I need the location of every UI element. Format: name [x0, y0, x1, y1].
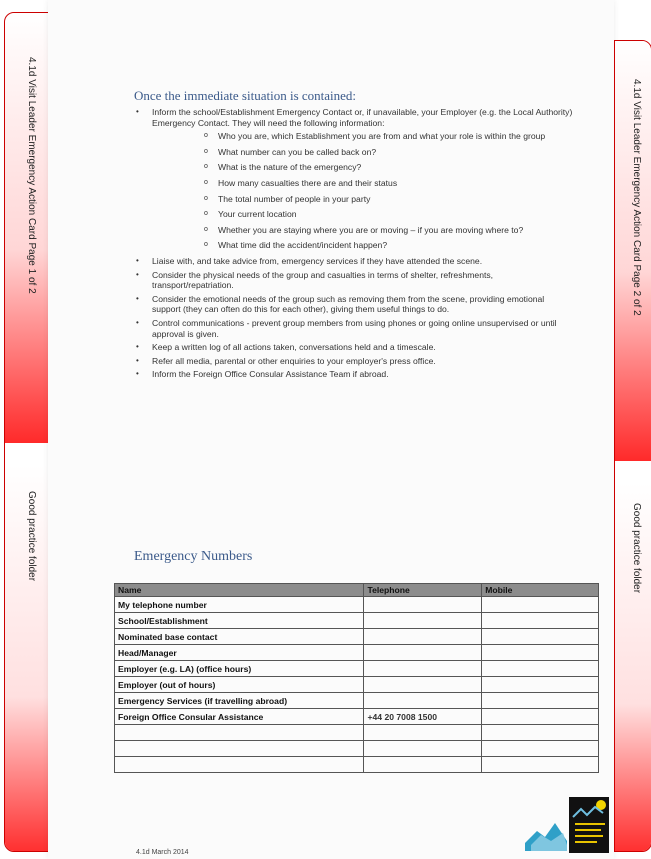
table-cell[interactable] — [364, 629, 482, 645]
table-cell[interactable] — [482, 661, 599, 677]
table-cell[interactable] — [364, 741, 482, 757]
table-cell: Employer (e.g. LA) (office hours) — [115, 661, 364, 677]
list-item: • Inform the Foreign Office Consular Assistance Team if abroad. — [134, 369, 574, 380]
table-cell[interactable] — [482, 725, 599, 741]
logo-text-line — [575, 835, 603, 837]
list-item-text: Inform the school/Establishment Emergency Contact or, if unavailable, your Employer (e.g. the Local Authority) Emergency Contact. They will need the following information: — [152, 107, 573, 128]
sub-list-item: o What time did the accident/incident happen? — [204, 240, 574, 251]
action-list — [134, 107, 574, 383]
sub-list-item: o What number can you be called back on? — [204, 147, 574, 158]
sub-list-item: o Who you are, which Establishment you are from and what your role is within the group — [204, 131, 574, 142]
section-heading-contained: Once the immediate situation is contained: — [134, 88, 357, 103]
left-tab-gap — [5, 443, 49, 465]
table-cell[interactable] — [115, 725, 364, 741]
table-row — [115, 597, 599, 613]
logo-text-line — [575, 829, 601, 831]
table-cell: Employer (out of hours) — [115, 677, 364, 693]
left-tab-title: 4.1d Visit Leader Emergency Action Card Page 1 of 2 — [26, 57, 37, 294]
table-cell: Nominated base contact — [115, 629, 364, 645]
table-cell[interactable] — [364, 597, 482, 613]
table-row — [115, 725, 599, 741]
right-tab-folder-label: Good practice folder — [631, 503, 642, 594]
sub-list-item: o Whether you are staying where you are or moving – if you are moving where to? — [204, 225, 574, 236]
table-cell[interactable] — [364, 725, 482, 741]
table-cell: Emergency Services (if travelling abroad) — [115, 693, 364, 709]
table-cell[interactable] — [364, 613, 482, 629]
right-tab-gap — [615, 461, 651, 483]
table-cell[interactable] — [482, 645, 599, 661]
table-cell[interactable] — [482, 677, 599, 693]
table-cell[interactable] — [364, 661, 482, 677]
column-header-telephone: Telephone — [364, 584, 482, 597]
info-sublist — [152, 131, 574, 251]
table-cell[interactable] — [115, 741, 364, 757]
table-cell[interactable] — [482, 693, 599, 709]
table-cell[interactable] — [482, 757, 599, 773]
table-cell: Foreign Office Consular Assistance — [115, 709, 364, 725]
table-cell[interactable] — [364, 757, 482, 773]
table-cell[interactable] — [482, 597, 599, 613]
table-row — [115, 741, 599, 757]
table-cell[interactable] — [482, 741, 599, 757]
section-heading-emergency-numbers: Emergency Numbers — [134, 549, 253, 564]
footer-date: 4.1d March 2014 — [136, 849, 189, 856]
table-row — [115, 757, 599, 773]
table-row — [115, 709, 599, 725]
table-row — [115, 693, 599, 709]
logo-text-line — [575, 841, 597, 843]
list-item: • Consider the physical needs of the group and casualties in terms of shelter, refreshments, transport/repatriation. — [134, 270, 574, 291]
table-row — [115, 645, 599, 661]
sub-list-item: o Your current location — [204, 209, 574, 220]
table-row — [115, 677, 599, 693]
list-item: • Control communications - prevent group members from using phones or going online unsupervised or until approval is given. — [134, 318, 574, 339]
list-item: • Liaise with, and take advice from, emergency services if they have attended the scene. — [134, 256, 574, 267]
left-divider-tab — [4, 12, 50, 852]
table-cell: School/Establishment — [115, 613, 364, 629]
sub-list-item: o The total number of people in your party — [204, 194, 574, 205]
table-cell: +44 20 7008 1500 — [364, 709, 482, 725]
table-cell[interactable] — [364, 645, 482, 661]
table-cell: My telephone number — [115, 597, 364, 613]
column-header-name: Name — [115, 584, 364, 597]
left-tab-folder-label: Good practice folder — [26, 491, 37, 582]
sub-list-item: o What is the nature of the emergency? — [204, 162, 574, 173]
list-item — [134, 107, 574, 251]
table-row — [115, 629, 599, 645]
table-cell[interactable] — [364, 693, 482, 709]
logo-text-line — [575, 823, 605, 825]
table-cell[interactable] — [482, 709, 599, 725]
table-header-row — [115, 584, 599, 597]
table-cell: Head/Manager — [115, 645, 364, 661]
table-row — [115, 613, 599, 629]
right-divider-tab — [614, 40, 651, 852]
list-item: • Refer all media, parental or other enquiries to your employer's press office. — [134, 356, 574, 367]
emergency-numbers-table — [114, 583, 599, 773]
organisation-logo — [523, 797, 609, 853]
list-item: • Consider the emotional needs of the group such as removing them from the scene, providing emotional support (they can often do this for each other), giving them useful things to do. — [134, 294, 574, 315]
sub-list-item: o How many casualties there are and their status — [204, 178, 574, 189]
right-tab-title: 4.1d Visit Leader Emergency Action Card Page 2 of 2 — [631, 79, 642, 316]
table-row — [115, 661, 599, 677]
table-cell[interactable] — [482, 629, 599, 645]
table-cell[interactable] — [115, 757, 364, 773]
table-cell[interactable] — [364, 677, 482, 693]
column-header-mobile: Mobile — [482, 584, 599, 597]
list-item: • Keep a written log of all actions taken, conversations held and a timescale. — [134, 342, 574, 353]
table-cell[interactable] — [482, 613, 599, 629]
